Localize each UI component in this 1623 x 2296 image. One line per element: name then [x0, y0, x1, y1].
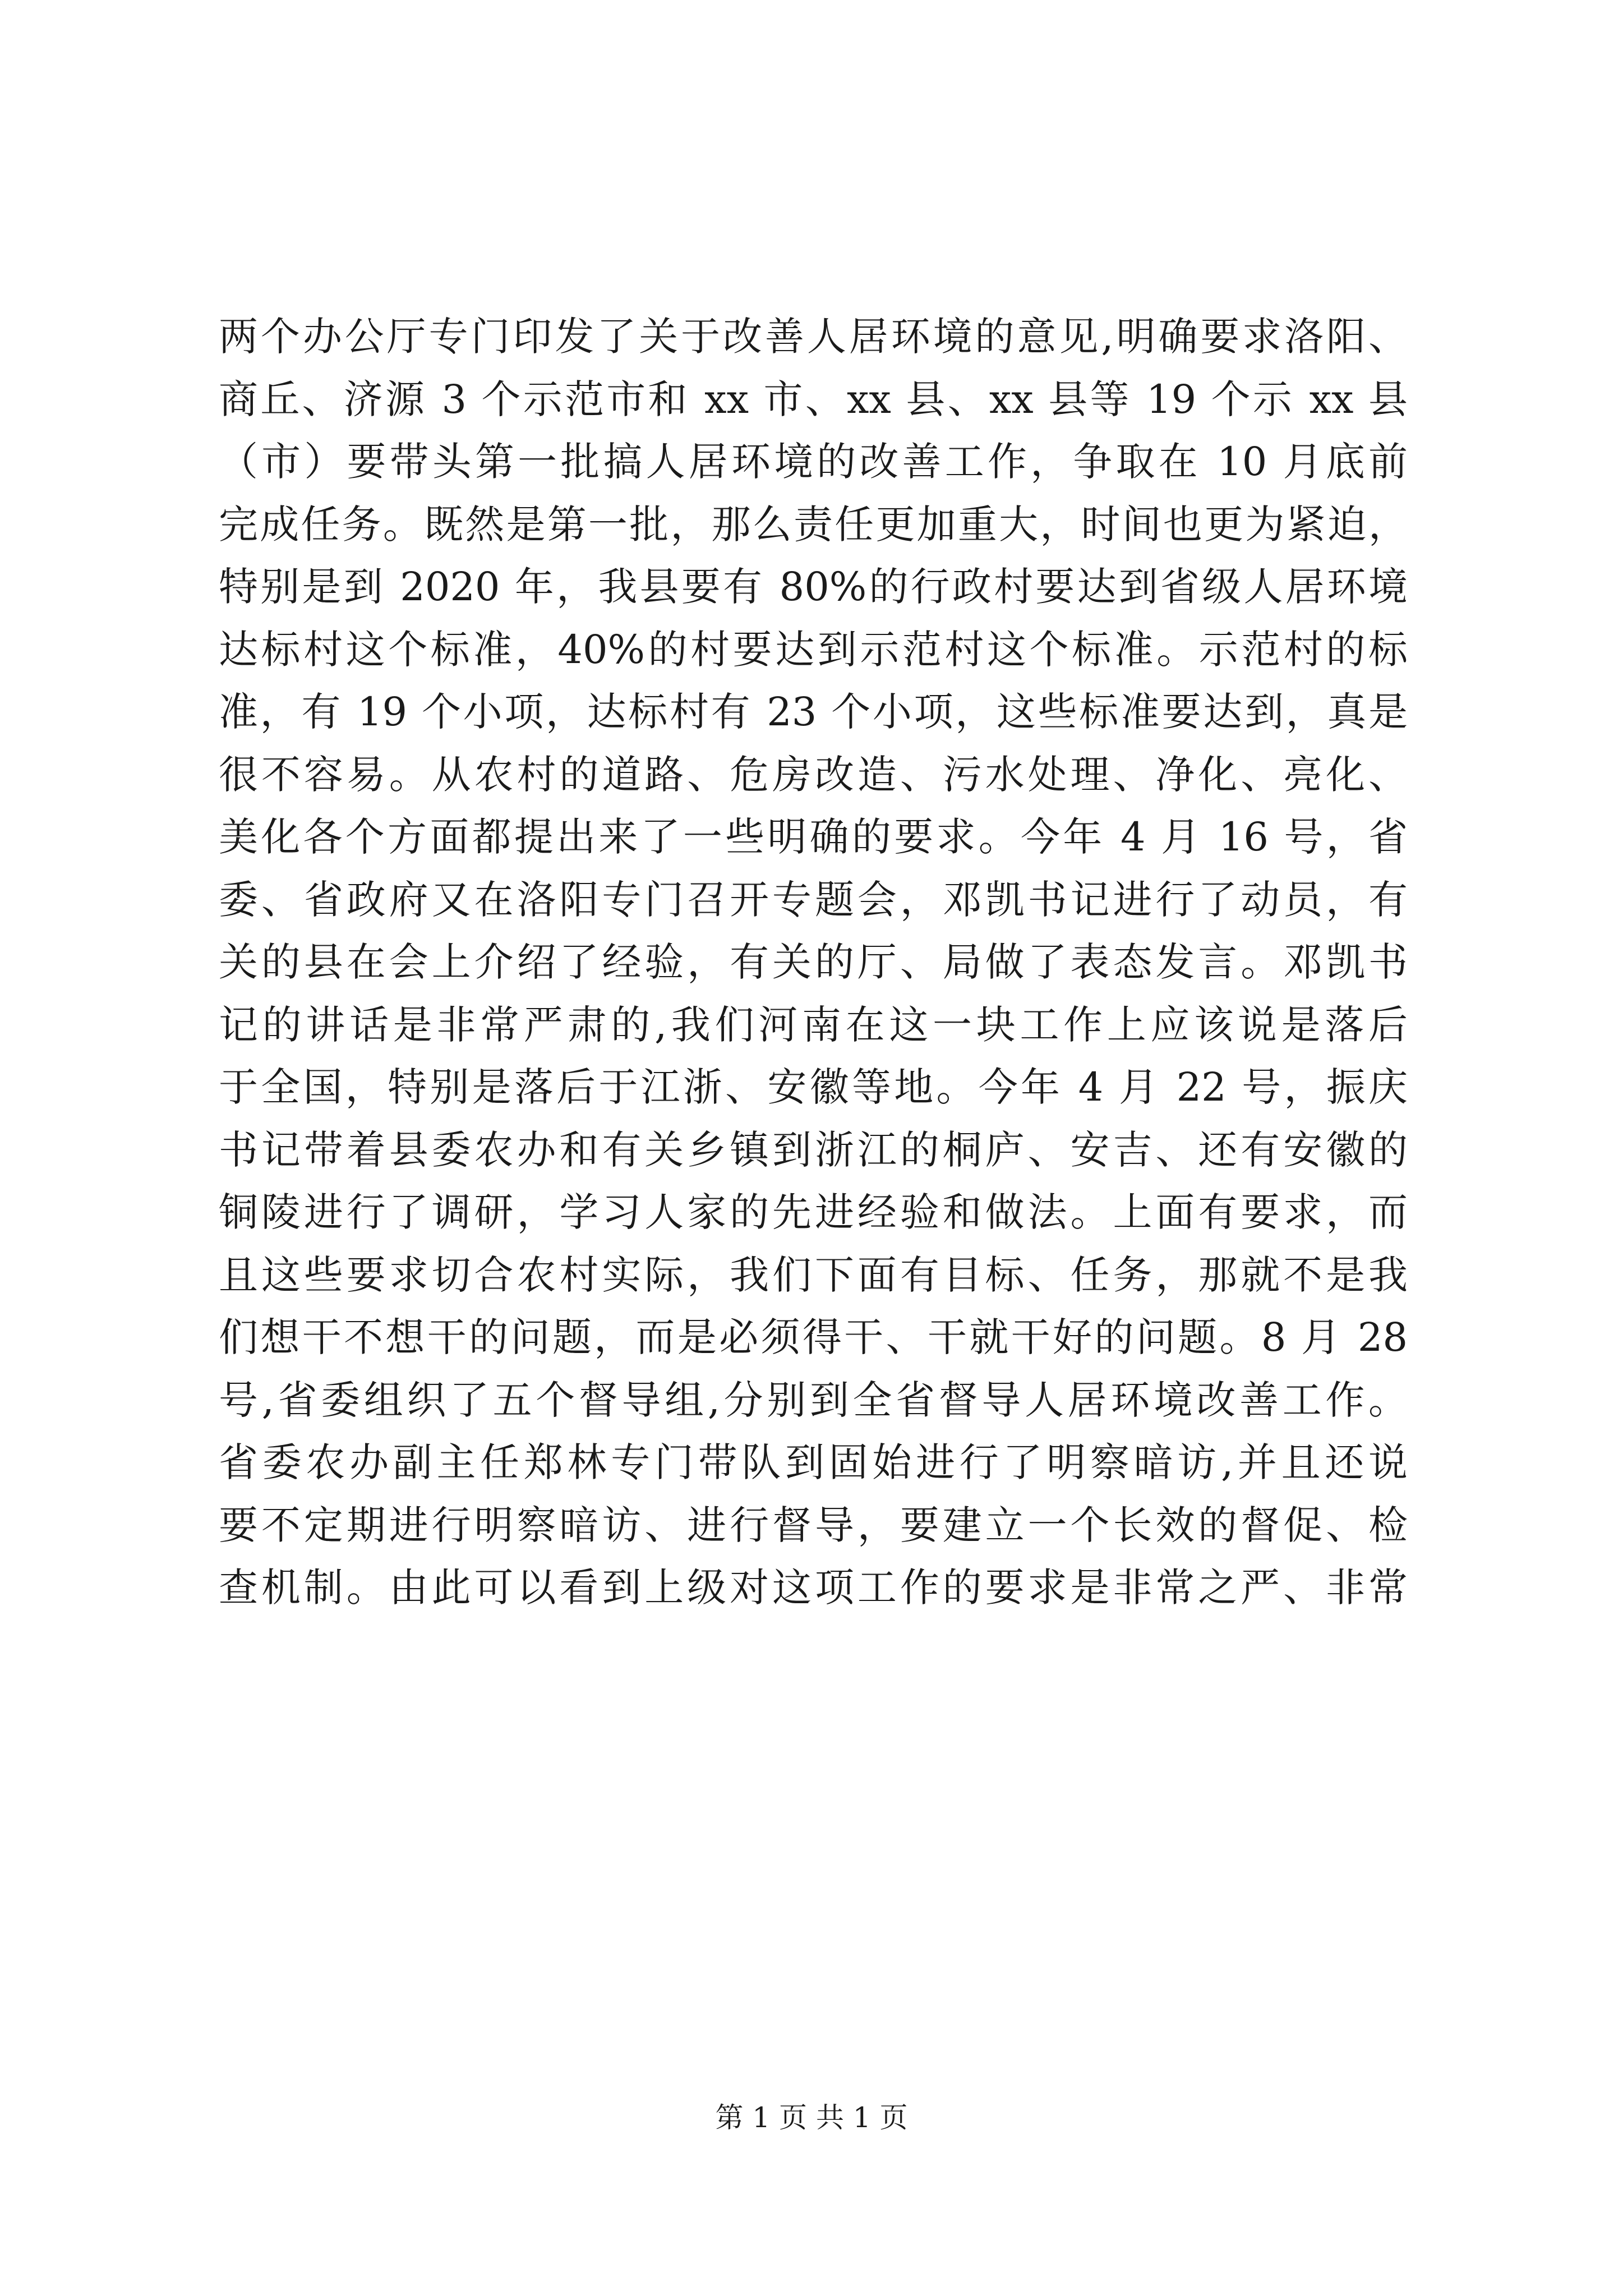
- body-text: [219, 306, 1408, 1619]
- text-line: 于全国，特别是落后于江浙、安徽等地。今年 4 月 22 号，振庆: [219, 1064, 1408, 1110]
- text-line: 号,省委组织了五个督导组,分别到全省督导人居环境改善工作。: [219, 1377, 1408, 1423]
- text-line: 们想干不想干的问题，而是必须得干、干就干好的问题。8 月 28: [219, 1314, 1408, 1360]
- page-footer: [0, 2101, 1623, 2134]
- text-line: 查机制。由此可以看到上级对这项工作的要求是非常之严、非常: [219, 1565, 1408, 1611]
- text-line: 省委农办副主任郑林专门带队到固始进行了明察暗访,并且还说: [219, 1439, 1408, 1485]
- text-line: 书记带着县委农办和有关乡镇到浙江的桐庐、安吉、还有安徽的: [219, 1126, 1408, 1173]
- text-line: 特别是到 2020 年，我县要有 80%的行政村要达到省级人居环境: [219, 564, 1408, 610]
- text-line: 委、省政府又在洛阳专门召开专题会，邓凯书记进行了动员，有: [219, 876, 1408, 923]
- text-line: 两个办公厅专门印发了关于改善人居环境的意见,明确要求洛阳、: [219, 314, 1408, 360]
- text-line: 记的讲话是非常严肃的,我们河南在这一块工作上应该说是落后: [219, 1001, 1408, 1048]
- text-line: 完成任务。既然是第一批，那么责任更加重大，时间也更为紧迫，: [219, 501, 1408, 547]
- text-line: 达标村这个标准，40%的村要达到示范村这个标准。示范村的标: [219, 626, 1408, 673]
- text-line: 商丘、济源 3 个示范市和 xx 市、xx 县、xx 县等 19 个示 xx 县: [219, 376, 1408, 422]
- text-line: 且这些要求切合农村实际，我们下面有目标、任务，那就不是我: [219, 1251, 1408, 1298]
- text-line: 很不容易。从农村的道路、危房改造、污水处理、净化、亮化、: [219, 751, 1408, 798]
- text-line: 铜陵进行了调研，学习人家的先进经验和做法。上面有要求，而: [219, 1189, 1408, 1235]
- page-number-label: 第 1 页 共 1 页: [715, 2101, 908, 2134]
- text-line: 准，有 19 个小项，达标村有 23 个小项，这些标准要达到，真是: [219, 689, 1408, 735]
- text-line: （市）要带头第一批搞人居环境的改善工作，争取在 10 月底前: [219, 439, 1408, 485]
- text-line: 美化各个方面都提出来了一些明确的要求。今年 4 月 16 号，省: [219, 814, 1408, 860]
- text-line: 要不定期进行明察暗访、进行督导，要建立一个长效的督促、检: [219, 1502, 1408, 1548]
- text-line: 关的县在会上介绍了经验，有关的厅、局做了表态发言。邓凯书: [219, 939, 1408, 985]
